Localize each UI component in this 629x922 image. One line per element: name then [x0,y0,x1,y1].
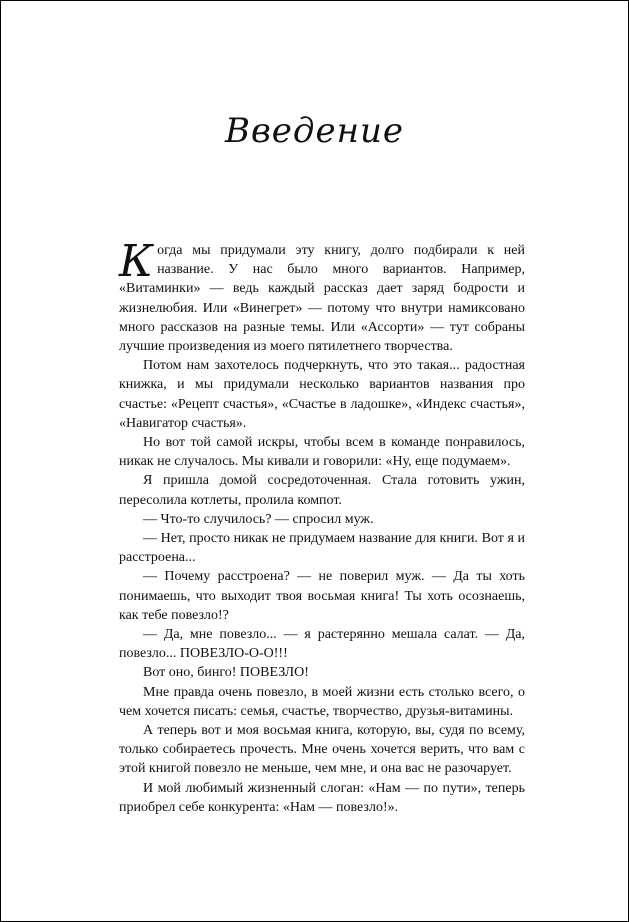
drop-cap: К [119,236,154,287]
paragraph-9: Вот оно, бинго! ПОВЕЗЛО! [143,665,309,681]
paragraph-5: — Что-то случилось? — спросил муж. [143,511,374,527]
paragraph-11: А теперь вот и моя восьмая книга, которую, вы, судя по всему, только собираетесь прочесть. Мне очень хочется верить, что вам с этой книгой повезло не меньше, чем мне, и она вас не разочарует. [119,723,525,777]
paragraph-8: — Да, мне повезло... — я растерянно мешала салат. — Да, повезло... ПОВЕЗЛО-О-О!!! [119,627,525,662]
paragraph-2: Потом нам захотелось подчеркнуть, что это такая... радостная книжка, и мы придумали несколько вариантов названия про счастье: «Рецепт счастья», «Счастье в ладошке», «Индекс счастья», «Навигатор счастья». [119,358,525,431]
paragraph-1-text: огда мы придумали эту книгу, долго подбирали к ней название. У нас было много вариантов. Например, «Витаминки» — ведь каждый рассказ дает заряд бодрости и жизнелюбия. Или «Винегрет» — потому что внутри намиксовано много рассказов на разные темы. Или «Ассорти» — тут собраны лучшие произведения из моего пятилетнего творчества. [119,243,525,355]
chapter-body [119,236,525,817]
paragraph-7: — Почему расстроена? — не поверил муж. — Да ты хоть понимаешь, что выходит твоя восьмая книга! Ты хоть осознаешь, как тебе повезло!? [119,569,525,623]
paragraph-6: — Нет, просто никак не придумаем название для книги. Вот я и расстроена... [119,531,525,566]
paragraph-3: Но вот той самой искры, чтобы всем в команде понравилось, никак не случалось. Мы кивали и говорили: «Ну, еще подумаем». [119,435,525,470]
chapter-title: Введение [225,111,404,151]
paragraph-12: И мой любимый жизненный слоган: «Нам — по пути», теперь приобрел себе конкурента: «Нам — повезло!». [119,780,525,815]
paragraph-1 [119,236,525,356]
paragraph-4: Я пришла домой сосредоточенная. Стала готовить ужин, пересолила котлеты, пролила компот. [119,473,525,508]
paragraph-10: Мне правда очень повезло, в моей жизни есть столько всего, о чем хочется писать: семья, счастье, творчество, друзья-витамины. [119,684,525,719]
